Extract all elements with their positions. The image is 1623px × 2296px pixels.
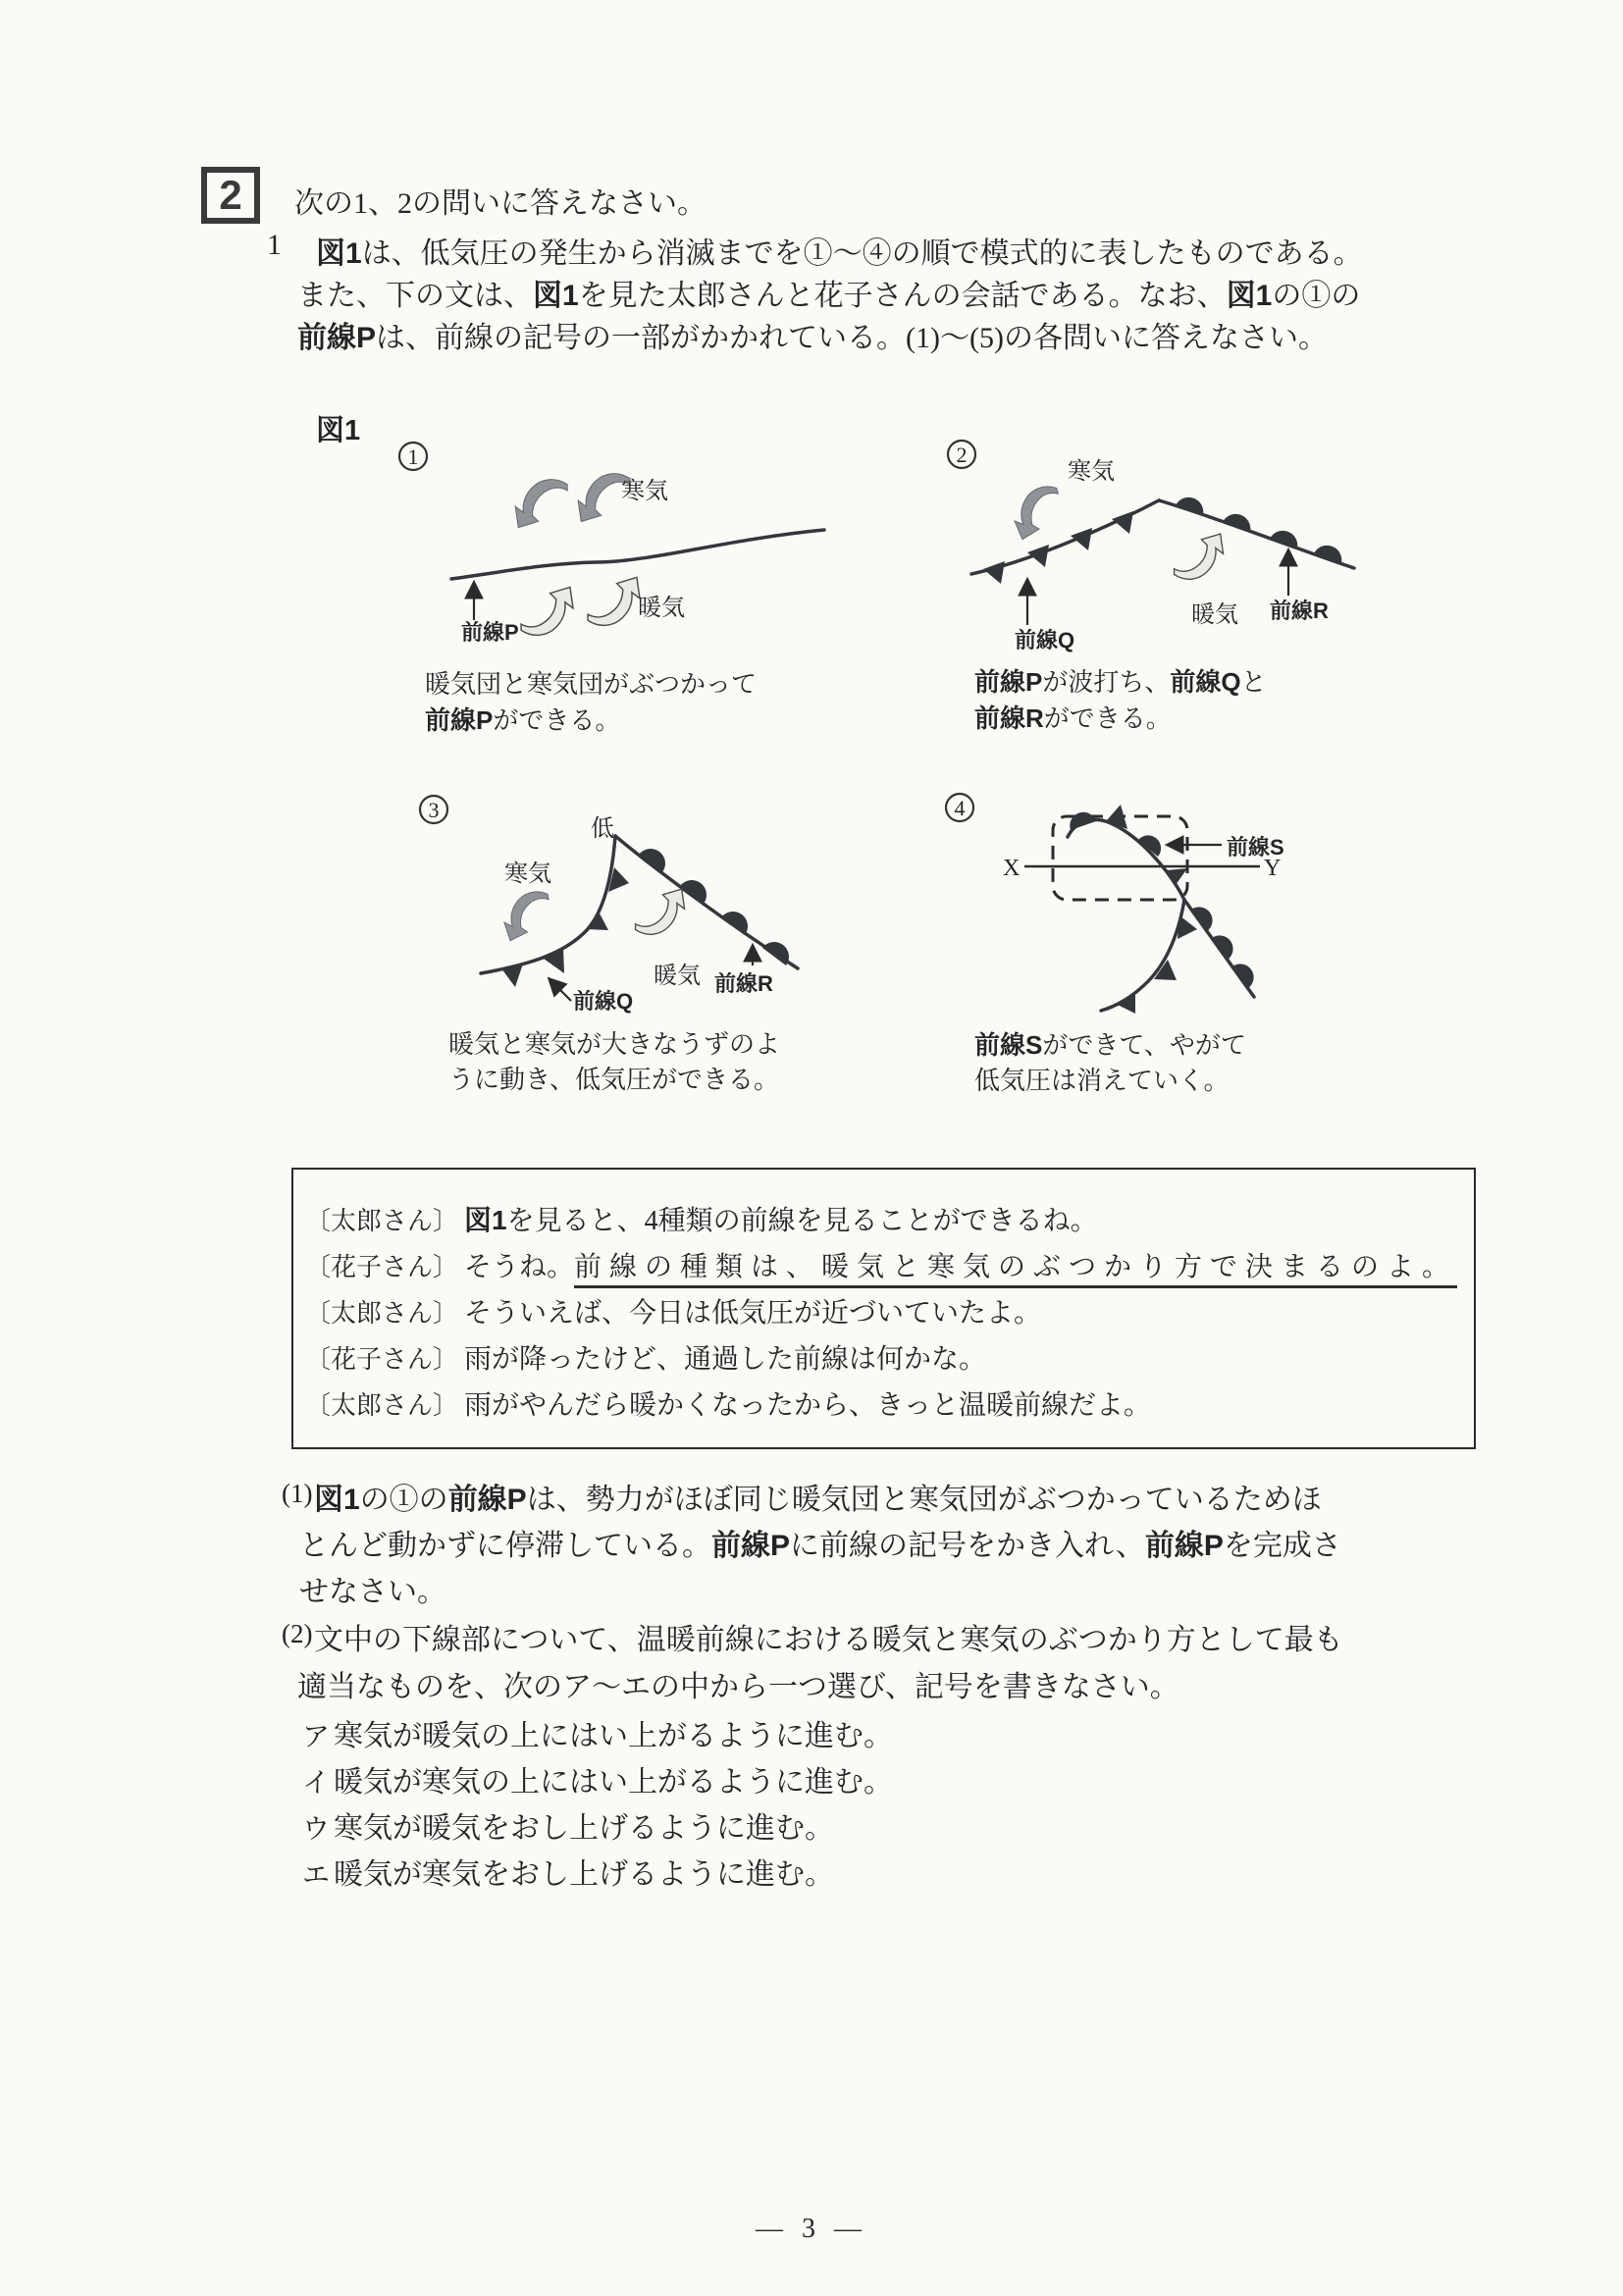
- panel-number: 4: [954, 796, 966, 820]
- panel-1-caption: [425, 667, 757, 739]
- panel-number: 2: [956, 443, 968, 467]
- warm-air-arrow: [1171, 527, 1232, 589]
- occluded-front-semicircle: [1070, 812, 1096, 830]
- warm-air-arrow: [517, 580, 583, 646]
- dialogue-text: そういえば、今日は低気圧が近づいていたよ。: [464, 1298, 1042, 1329]
- cold-front-triangle: [586, 912, 608, 930]
- front-q-label: 前線Q: [573, 989, 634, 1014]
- dialogue-line: [305, 1383, 1151, 1423]
- cold-air-arrow: [505, 468, 571, 534]
- option-letter: ウ: [302, 1814, 331, 1845]
- caption-line: うに動き、低気圧ができる。: [448, 1066, 779, 1094]
- figure-panel-1: [391, 434, 852, 757]
- option-text: 寒気が暖気の上にはい上がるように進む。: [334, 1720, 893, 1752]
- figure-panel-3: [402, 785, 893, 1109]
- caption-line: 暖気団と寒気団がぶつかって: [425, 670, 758, 699]
- cold-air-label: 寒気: [1068, 459, 1115, 485]
- dialogue-speaker: 〔太郎さん〕: [305, 1299, 459, 1328]
- option-row-a: [302, 1711, 893, 1754]
- warm-front-semicircle: [721, 912, 748, 935]
- warm-front-line: [1159, 500, 1354, 568]
- cold-front-triangle: [983, 561, 1005, 584]
- caption-line: 低気圧は消えていく。: [974, 1067, 1230, 1095]
- point-x-label: X: [1003, 856, 1021, 881]
- question-1-line-2: とんど動かずに停滞している。前線Pに前線の記号をかき入れ、前線Pを完成さ: [299, 1530, 1341, 1562]
- cold-air-arrow: [1008, 478, 1062, 545]
- option-letter: ア: [302, 1722, 331, 1752]
- option-text: 寒気が暖気をおし上げるように進む。: [334, 1812, 834, 1845]
- option-row-i: [302, 1757, 893, 1800]
- front-p-label: 前線P: [461, 620, 519, 645]
- dialogue-text: 雨が降ったけど、通過した前線は何かな。: [464, 1344, 987, 1375]
- point-y-label: Y: [1264, 856, 1282, 881]
- dialogue-speaker: 〔花子さん〕: [305, 1345, 459, 1374]
- question-2-marker: (2): [282, 1619, 313, 1648]
- cold-air-label: 寒気: [504, 861, 551, 887]
- warm-front-semicircle: [1176, 497, 1203, 515]
- dialogue-box: [291, 1168, 1476, 1449]
- sub-item-number: 1: [267, 229, 282, 261]
- caption-line: 前線Rができる。: [974, 704, 1172, 733]
- cold-front-line: [971, 500, 1159, 574]
- panel-number: 1: [407, 444, 419, 469]
- warm-air-label: 暖気: [638, 596, 685, 621]
- front-r-label: 前線R: [1270, 599, 1329, 623]
- option-letter: エ: [302, 1860, 331, 1891]
- warm-front-semicircle: [680, 880, 707, 904]
- intro-line-3: 前線Pは、前線の記号の一部がかかれている。(1)～(5)の各問いに答えなさい。: [297, 322, 1328, 354]
- dialogue-line: [305, 1291, 1041, 1331]
- option-text: 暖気が寒気の上にはい上がるように進む。: [334, 1766, 893, 1799]
- question-1-line-1: 図1の①の前線Pは、勢力がほぼ同じ暖気団と寒気団がぶつかっているためほ: [314, 1484, 1322, 1516]
- caption-line: 前線Pができる。: [425, 705, 621, 735]
- cold-front-line: [1101, 900, 1184, 1011]
- intro-line-2: また、下の文は、図1を見た太郎さんと花子さんの会話である。なお、図1の①の: [297, 280, 1361, 312]
- dialogue-line: [305, 1245, 1457, 1284]
- front-q-label: 前線Q: [1015, 628, 1075, 652]
- option-row-e: [302, 1850, 834, 1893]
- panel-2-caption: [974, 664, 1267, 737]
- warm-front-semicircle: [1223, 514, 1250, 532]
- warm-air-label: 暖気: [654, 964, 701, 989]
- front-r-label: 前線R: [714, 971, 773, 996]
- figure-title: 図1: [316, 415, 361, 446]
- cold-air-arrow: [497, 882, 551, 946]
- cold-front-triangle: [1178, 915, 1197, 939]
- warm-front-semicircle: [639, 849, 665, 872]
- question-1-marker: (1): [282, 1479, 313, 1508]
- panel-4-caption: [974, 1027, 1246, 1099]
- warm-air-label: 暖気: [1191, 602, 1238, 628]
- caption-line: 前線Sができて、やがて: [974, 1030, 1246, 1060]
- cold-air-label: 寒気: [621, 479, 668, 504]
- dialogue-line: [305, 1337, 986, 1377]
- panel-number: 3: [428, 798, 440, 822]
- panel-3-caption: [448, 1027, 780, 1098]
- big-question-number-box: [201, 167, 260, 224]
- stationary-front-line: [451, 530, 824, 579]
- cold-front-triangle: [1116, 992, 1135, 1014]
- front-s-label: 前線S: [1227, 835, 1284, 860]
- big-question-number: 2: [219, 172, 242, 218]
- question-2-line-1: 文中の下線部について、温暖前線における暖気と寒気のぶつかり方として最も: [314, 1624, 1343, 1656]
- question-2-line-2: 適当なものを、次のア～エの中から一つ選び、記号を書きなさい。: [297, 1671, 1179, 1703]
- occluded-front-line: [1068, 819, 1184, 900]
- warm-front-semicircle: [1270, 531, 1297, 548]
- option-row-u: [302, 1803, 834, 1847]
- front-q-pointer-arrow: [550, 979, 571, 1001]
- warm-front-semicircle: [762, 942, 789, 965]
- warm-front-semicircle: [1212, 935, 1233, 960]
- intro-line-1: 図1は、低気圧の発生から消滅までを①～④の順で模式的に表したものである。: [316, 237, 1363, 270]
- question-1-line-3: せなさい。: [299, 1576, 446, 1608]
- page-number: — 3 —: [756, 2214, 867, 2244]
- figure-panel-2: [932, 432, 1384, 746]
- figure-panel-4: [932, 780, 1393, 1104]
- dialogue-text: 図1を見ると、4種類の前線を見ることができるね。: [464, 1205, 1098, 1236]
- caption-line: 前線Pが波打ち、前線Qと: [974, 667, 1267, 697]
- dialogue-speaker: 〔花子さん〕: [305, 1253, 459, 1281]
- dialogue-text: 雨がやんだら暖かくなったから、きっと温暖前線だよ。: [464, 1390, 1152, 1421]
- option-text: 暖気が寒気をおし上げるように進む。: [334, 1858, 834, 1891]
- dialogue-speaker: 〔太郎さん〕: [305, 1207, 459, 1235]
- caption-line: 暖気と寒気が大きなうずのよ: [448, 1030, 781, 1059]
- dialogue-text: そうね。前線の種類は、暖気と寒気のぶつかり方で決まるのよ。: [464, 1252, 1457, 1288]
- low-pressure-label: 低: [591, 816, 614, 842]
- dialogue-line: [305, 1199, 1098, 1238]
- dialogue-speaker: 〔太郎さん〕: [305, 1391, 459, 1420]
- option-letter: イ: [302, 1768, 331, 1799]
- main-instruction: 次の1、2の問いに答えなさい。: [294, 187, 707, 220]
- cold-front-line: [481, 836, 615, 973]
